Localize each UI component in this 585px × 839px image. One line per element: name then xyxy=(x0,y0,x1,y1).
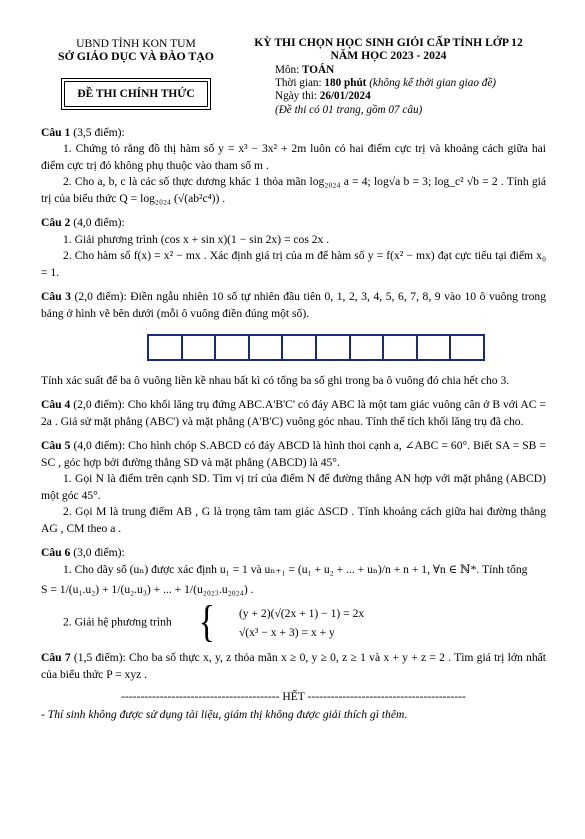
grid-cell xyxy=(149,336,183,359)
question-4 xyxy=(41,397,546,430)
grid-cell xyxy=(351,336,385,359)
q6-part1: 1. Cho dãy số (uₙ) được xác định u₁ = 1 và uₙ₊₁ = (u₁ + u₂ + ... + uₙ)/n + n + 1, ∀n ∈ ℕ*. Tính tổng xyxy=(63,562,528,576)
official-badge: ĐỀ THI CHÍNH THỨC xyxy=(64,81,207,107)
q5-points: (4,0 điểm): xyxy=(70,439,126,453)
q2-title: Câu 2 xyxy=(41,216,71,230)
exam-header xyxy=(41,0,546,116)
q7-points: (1,5 điểm): xyxy=(70,651,126,665)
q3-question: Tính xác suất để ba ô vuông liền kề nhau bất kì có tổng ba số ghi trong ba ô vuông đó chia hết cho 3. xyxy=(41,373,510,387)
question-5 xyxy=(41,438,546,537)
department-name: SỞ GIÁO DỤC VÀ ĐÀO TẠO xyxy=(58,49,214,63)
q3-points: (2,0 điểm): xyxy=(70,290,127,304)
system-eq2: √(x³ − x + 3) = x + y xyxy=(238,626,335,640)
exam-meta xyxy=(231,64,546,117)
equation-system xyxy=(175,598,365,647)
question-1 xyxy=(41,125,546,207)
time: 180 phút xyxy=(324,77,367,90)
q5-text: Cho hình chóp S.ABCD có đáy ABCD là hình thoi cạnh a, ∠ABC = 60°. Biết SA = SB = SC , góc hợp bởi đường thẳng SD và mặt phẳng (ABCD) là 45°. xyxy=(41,439,546,469)
q1-part1: 1. Chứng tỏ rằng đồ thị hàm số y = x³ − 3x² + 2m luôn có hai điểm cực trị và khoảng cách giữa hai điểm cực trị đó không phụ thuộc vào tham số m . xyxy=(41,142,546,172)
time-label: Thời gian: xyxy=(275,77,325,90)
authority-name: UBND TỈNH KON TUM xyxy=(76,37,196,50)
brace-icon: { xyxy=(198,598,215,647)
grid-cell xyxy=(250,336,284,359)
q6-part2: 2. Giải hệ phương trình xyxy=(63,616,172,630)
q3-text: Điền ngẫu nhiên 10 số tự nhiên đầu tiên 0, 1, 2, 3, 4, 5, 6, 7, 8, 9 vào 10 ô vuông trong bảng ở hình vẽ bên dưới (mỗi ô vuông điền đúng một số). xyxy=(41,290,546,320)
q5-part1: 1. Gọi N là điểm trên cạnh SD. Tìm vị trí của điểm N để đường thẳng AN hợp với mặt phẳng (ABCD) một góc 45°. xyxy=(41,472,546,502)
grid-cell xyxy=(451,336,483,359)
question-3 xyxy=(41,289,546,389)
time-note: (không kể thời gian giao đề) xyxy=(366,77,497,90)
q6-sum: S = 1/(u₁.u₂) + 1/(u₂.u₃) + ... + 1/(u₂₀₂₃.u₂₀₂₄) . xyxy=(41,582,254,596)
question-6 xyxy=(41,545,546,647)
q2-points: (4,0 điểm): xyxy=(70,216,125,230)
date: 26/01/2024 xyxy=(319,90,371,103)
q4-points: (2,0 điểm): xyxy=(70,398,125,412)
question-2 xyxy=(41,215,546,281)
q2-part2: 2. Cho hàm số f(x) = x² − mx . Xác định giá trị của m để hàm số y = f(x² − mx) đạt cực tiểu tại điểm x₀ = 1. xyxy=(41,249,546,279)
q1-part2: 2. Cho a, b, c là các số thực dương khác 1 thỏa mãn log₂₀₂₄ a = 4; log√a b = 3; log_c² √b = 2 . Tính giá trị của biểu thức Q = log₂₀₂₄ (√(ab²c⁴)) . xyxy=(41,175,546,205)
grid-cell xyxy=(283,336,317,359)
q4-text: Cho khối lăng trụ đứng ABC.A'B'C' có đáy ABC là một tam giác vuông cân ở B với AC = 2a . Giả sử mặt phẳng (ABC') và mặt phẳng (A'B'C) vuông góc nhau. Tính thể tích khối lăng trụ đã cho. xyxy=(41,398,546,428)
subject: TOÁN xyxy=(302,64,335,76)
question-7 xyxy=(41,650,546,683)
end-marker: ----------------------------------------- HẾT ----------------------------------------- xyxy=(121,690,466,704)
q3-title: Câu 3 xyxy=(41,290,71,304)
q5-title: Câu 5 xyxy=(41,439,71,453)
pages-note: (Đề thi có 01 trang, gồm 07 câu) xyxy=(275,103,423,116)
footer-note: - Thí sinh không được sử dụng tài liệu, giám thị không được giải thích gì thêm. xyxy=(41,707,408,721)
header-left xyxy=(41,0,231,116)
q7-title: Câu 7 xyxy=(41,651,71,665)
grid-cell xyxy=(384,336,418,359)
number-grid xyxy=(147,334,485,361)
q4-title: Câu 4 xyxy=(41,398,71,412)
exam-content xyxy=(41,122,546,723)
q6-title: Câu 6 xyxy=(41,546,71,560)
system-eq1: (y + 2)(√(2x + 1) − 1) = 2x xyxy=(238,607,365,621)
grid-cell xyxy=(317,336,351,359)
q1-points: (3,5 điểm): xyxy=(70,126,125,139)
school-year: NĂM HỌC 2023 - 2024 xyxy=(330,49,447,62)
date-label: Ngày thi: xyxy=(275,90,320,103)
subject-label: Môn: xyxy=(275,64,303,76)
grid-cell xyxy=(418,336,452,359)
q1-title: Câu 1 xyxy=(41,126,71,139)
exam-title: KỲ THI CHỌN HỌC SINH GIỎI CẤP TỈNH LỚP 12 xyxy=(254,36,523,49)
grid-cell xyxy=(183,336,217,359)
grid-cell xyxy=(216,336,250,359)
header-right xyxy=(231,0,546,116)
q5-part2: 2. Gọi M là trung điểm AB , G là trọng tâm tam giác ΔSCD . Tính khoảng cách giữa hai đường thẳng AG , CM theo a . xyxy=(41,505,546,535)
q7-text: Cho ba số thực x, y, z thỏa mãn x ≥ 0, y ≥ 0, z ≥ 1 và x + y + z = 2 . Tìm giá trị lớn nhất của biểu thức P = xyz . xyxy=(41,651,546,681)
q6-points: (3,0 điểm): xyxy=(70,546,125,560)
q2-part1: 1. Giải phương trình (cos x + sin x)(1 − sin 2x) = cos 2x . xyxy=(63,232,330,246)
